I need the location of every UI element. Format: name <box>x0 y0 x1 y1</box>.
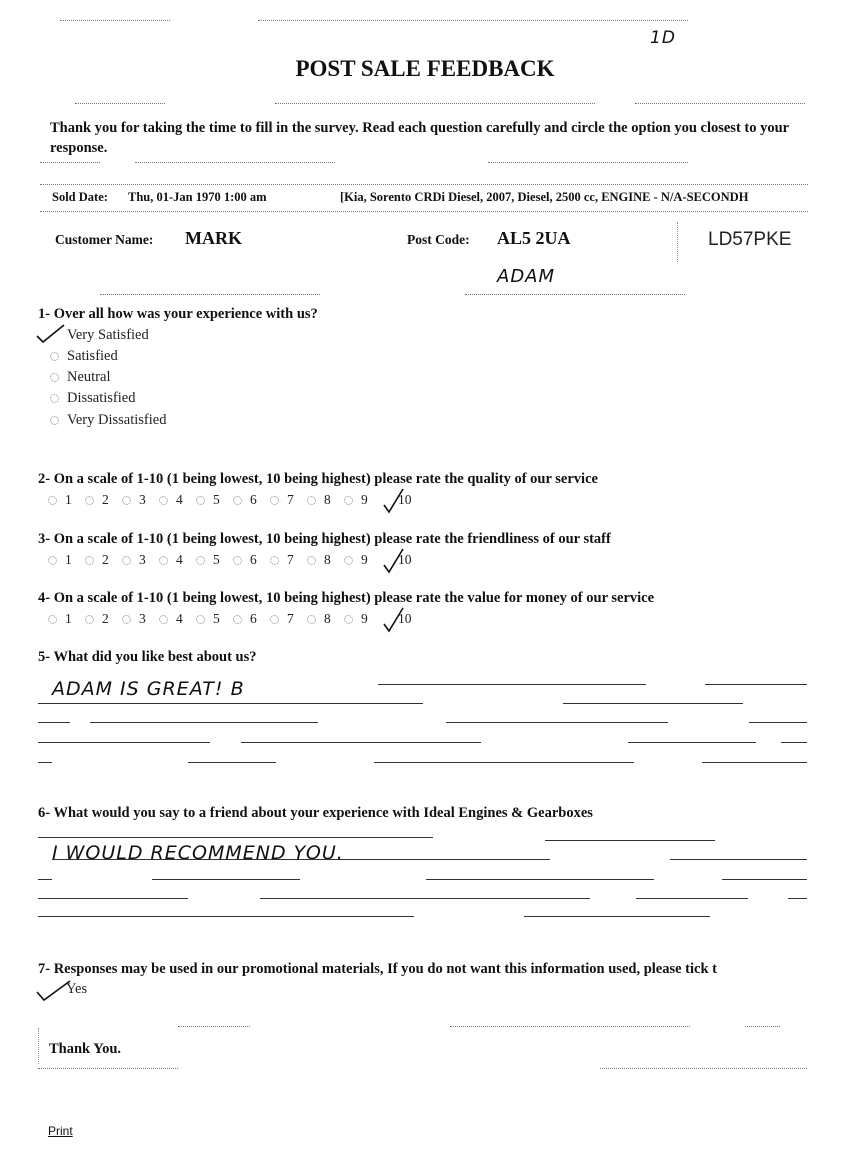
scale-label: 6 <box>250 611 257 626</box>
answer-line <box>38 898 188 899</box>
scale-label: 9 <box>361 611 368 626</box>
answer-line <box>38 916 414 917</box>
answer-line <box>670 859 807 860</box>
handwritten-staff-name: ADAM <box>497 266 556 287</box>
answer-line <box>563 703 743 704</box>
scale-label: 1 <box>65 492 72 507</box>
q1-option[interactable] <box>50 348 118 365</box>
scale-option[interactable] <box>196 552 233 568</box>
scale-label: 10 <box>398 611 412 626</box>
answer-line <box>705 684 807 685</box>
scale-label: 10 <box>398 552 412 567</box>
radio-icon <box>85 496 94 505</box>
postcode-value: AL5 2UA <box>497 228 571 248</box>
question-5: 5- What did you like best about us? <box>38 649 257 665</box>
q1-option-label: Neutral <box>67 369 111 385</box>
scale-option[interactable] <box>122 611 159 627</box>
radio-icon <box>270 496 279 505</box>
scale-option[interactable] <box>48 552 85 568</box>
scale-option[interactable] <box>344 492 381 508</box>
scale-label: 4 <box>176 492 183 507</box>
scale-label: 6 <box>250 552 257 567</box>
answer-line <box>38 762 52 763</box>
answer-line <box>749 722 807 723</box>
radio-icon <box>233 615 242 624</box>
answer-line <box>524 916 710 917</box>
customer-divider <box>465 294 685 295</box>
vehicle-description: [Kia, Sorento CRDi Diesel, 2007, Diesel, 2500 cc, ENGINE - N/A-SECONDH <box>340 190 749 204</box>
answer-line <box>188 762 276 763</box>
registration-number: LD57PKE <box>708 229 792 250</box>
radio-icon <box>122 615 131 624</box>
radio-icon <box>344 556 353 565</box>
radio-icon <box>196 496 205 505</box>
answer-line <box>38 722 70 723</box>
radio-icon <box>122 496 131 505</box>
radio-icon <box>159 556 168 565</box>
scale-option[interactable] <box>344 552 381 568</box>
intro-text: Thank you for taking the time to fill in the survey. Read each question carefully and circle the option you closest to your response. <box>50 120 789 156</box>
answer-line <box>722 879 807 880</box>
answer-line <box>260 898 590 899</box>
sold-date-value: Thu, 01-Jan 1970 1:00 am <box>128 190 267 204</box>
radio-icon <box>344 615 353 624</box>
scale-label: 7 <box>287 492 294 507</box>
title-divider <box>275 103 595 104</box>
answer-line <box>90 722 318 723</box>
scale-label: 9 <box>361 492 368 507</box>
title-divider <box>635 103 805 104</box>
q1-option[interactable] <box>50 412 166 429</box>
radio-icon <box>85 556 94 565</box>
radio-icon <box>50 352 59 361</box>
scale-option[interactable] <box>48 492 85 508</box>
answer-line <box>636 898 748 899</box>
q3-checkmark-icon <box>382 547 406 575</box>
question-2: 2- On a scale of 1-10 (1 being lowest, 10 being highest) please rate the quality of our service <box>38 471 598 487</box>
sold-date-label: Sold Date: <box>52 190 108 204</box>
scale-label: 5 <box>213 552 220 567</box>
intro-divider <box>40 162 100 163</box>
scale-option[interactable] <box>233 492 270 508</box>
radio-icon <box>307 615 316 624</box>
scale-option[interactable] <box>122 492 159 508</box>
q1-option[interactable] <box>50 390 135 407</box>
scale-label: 8 <box>324 552 331 567</box>
radio-icon <box>233 556 242 565</box>
scale-option[interactable] <box>307 552 344 568</box>
scale-option[interactable] <box>159 611 196 627</box>
scale-label: 3 <box>139 552 146 567</box>
scale-option[interactable] <box>85 611 122 627</box>
top-divider <box>258 20 688 21</box>
customer-name-value: MARK <box>185 228 242 248</box>
closing-divider <box>600 1068 807 1069</box>
customer-divider <box>100 294 320 295</box>
scale-label: 1 <box>65 552 72 567</box>
closing-divider <box>38 1068 178 1069</box>
scale-option[interactable] <box>270 492 307 508</box>
q7-option-yes[interactable]: Yes <box>66 981 88 997</box>
scale-label: 3 <box>139 611 146 626</box>
top-divider <box>60 20 170 21</box>
q1-option[interactable] <box>50 369 110 386</box>
corner-handwritten-note: 1D <box>650 28 676 48</box>
scale-label: 7 <box>287 611 294 626</box>
radio-icon <box>122 556 131 565</box>
closing-text: Thank You. <box>49 1041 122 1057</box>
closing-divider <box>450 1026 690 1027</box>
print-link[interactable]: Print <box>48 1124 73 1138</box>
scale-label: 2 <box>102 611 109 626</box>
answer-line <box>628 742 756 743</box>
radio-icon <box>48 496 57 505</box>
answer-line <box>52 859 550 860</box>
scale-label: 4 <box>176 552 183 567</box>
scale-option[interactable] <box>159 492 196 508</box>
closing-divider <box>178 1026 250 1027</box>
answer-line <box>38 879 52 880</box>
title-divider <box>75 103 165 104</box>
q6-handwritten-answer: I WOULD RECOMMEND YOU. <box>52 842 344 864</box>
scale-label: 4 <box>176 611 183 626</box>
scale-label: 3 <box>139 492 146 507</box>
scale-option[interactable] <box>307 492 344 508</box>
q5-handwritten-answer: ADAM IS GREAT! B <box>52 678 245 700</box>
q1-option-label: Dissatisfied <box>67 390 136 406</box>
q3-scale <box>48 552 418 568</box>
radio-icon <box>159 496 168 505</box>
customer-name-label: Customer Name: <box>55 232 154 247</box>
scale-label: 1 <box>65 611 72 626</box>
q4-checkmark-icon <box>382 606 406 634</box>
scale-label: 10 <box>398 492 412 507</box>
q1-option-label: Satisfied <box>67 348 118 364</box>
q1-checkmark-icon <box>34 322 68 346</box>
closing-divider <box>745 1026 780 1027</box>
answer-line <box>426 879 654 880</box>
scale-option[interactable] <box>196 611 233 627</box>
scale-option[interactable] <box>85 492 122 508</box>
sold-top-border <box>40 184 808 185</box>
radio-icon <box>233 496 242 505</box>
answer-line <box>38 837 433 838</box>
radio-icon <box>50 394 59 403</box>
intro-divider <box>135 162 335 163</box>
radio-icon <box>85 615 94 624</box>
q2-scale <box>48 492 418 508</box>
question-6: 6- What would you say to a friend about your experience with Ideal Engines & Gearboxes <box>38 805 593 821</box>
scale-option[interactable] <box>122 552 159 568</box>
q4-scale <box>48 611 418 627</box>
answer-line <box>152 879 300 880</box>
question-1: 1- Over all how was your experience with us? <box>38 306 318 322</box>
scale-label: 5 <box>213 611 220 626</box>
radio-icon <box>50 373 59 382</box>
radio-icon <box>196 615 205 624</box>
scale-option[interactable] <box>270 552 307 568</box>
scale-option[interactable] <box>196 492 233 508</box>
q2-checkmark-icon <box>382 487 406 515</box>
radio-icon <box>50 416 59 425</box>
scale-label: 8 <box>324 611 331 626</box>
radio-icon <box>307 556 316 565</box>
answer-line <box>241 742 481 743</box>
scale-label: 9 <box>361 552 368 567</box>
answer-line <box>378 684 646 685</box>
scale-option[interactable] <box>233 611 270 627</box>
scale-label: 2 <box>102 552 109 567</box>
postcode-label: Post Code: <box>407 232 470 247</box>
scale-label: 7 <box>287 552 294 567</box>
closing-box-edge <box>38 1028 39 1064</box>
answer-line <box>446 722 668 723</box>
answer-line <box>788 898 807 899</box>
answer-line <box>374 762 634 763</box>
radio-icon <box>270 556 279 565</box>
radio-icon <box>196 556 205 565</box>
scale-option[interactable] <box>307 611 344 627</box>
answer-line <box>781 742 807 743</box>
answer-line <box>38 703 423 704</box>
scale-label: 5 <box>213 492 220 507</box>
radio-icon <box>344 496 353 505</box>
radio-icon <box>159 615 168 624</box>
scale-label: 2 <box>102 492 109 507</box>
q1-option-label: Very Satisfied <box>67 327 149 343</box>
answer-line <box>702 762 807 763</box>
q7-checkmark-icon <box>34 978 74 1004</box>
question-3: 3- On a scale of 1-10 (1 being lowest, 10 being highest) please rate the friendliness of our staff <box>38 531 611 547</box>
question-7: 7- Responses may be used in our promotional materials, If you do not want this information used, please tick t <box>38 961 717 977</box>
scale-option[interactable] <box>48 611 85 627</box>
scale-label: 6 <box>250 492 257 507</box>
radio-icon <box>307 496 316 505</box>
scale-option[interactable] <box>344 611 381 627</box>
answer-line <box>545 840 715 841</box>
radio-icon <box>48 556 57 565</box>
scale-option[interactable] <box>159 552 196 568</box>
page-title: POST SALE FEEDBACK <box>295 56 555 81</box>
scale-option[interactable] <box>233 552 270 568</box>
answer-line <box>38 742 210 743</box>
scale-option[interactable] <box>270 611 307 627</box>
intro-divider <box>488 162 688 163</box>
q1-option-label: Very Dissatisfied <box>67 412 167 428</box>
question-4: 4- On a scale of 1-10 (1 being lowest, 10 being highest) please rate the value for money of our service <box>38 590 655 606</box>
radio-icon <box>270 615 279 624</box>
scale-label: 8 <box>324 492 331 507</box>
scale-option[interactable] <box>85 552 122 568</box>
sold-bottom-border <box>40 211 808 212</box>
radio-icon <box>48 615 57 624</box>
